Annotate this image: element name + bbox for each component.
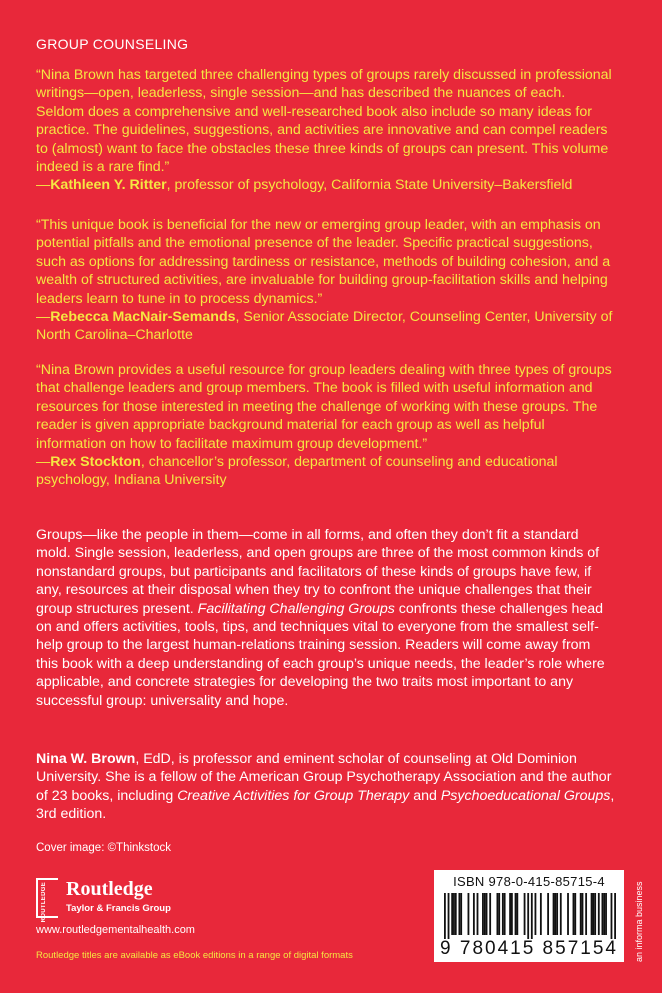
endorsement-stockton — [36, 361, 616, 490]
barcode-bar — [556, 893, 558, 935]
author-bio-text: , EdD, is professor and eminent scholar of counseling at Old Dominion University. She is a fellow of the American Group Psychotherapy Association and the author of 23 books, including — [36, 751, 612, 804]
barcode-bar — [553, 893, 555, 935]
endorsement-text: “Nina Brown provides a useful resource for group leaders dealing with three types of groups that challenge leaders and group members. The book is filled with useful information and resources for those interested in meeting the challenge of working with these groups. The reader is given appropriate background material for each group as well as helpful information on how to facilitate maximum group development.” — [36, 362, 612, 452]
informa-note: an informa business — [634, 881, 644, 962]
barcode-bar — [473, 893, 475, 935]
barcode-bar — [582, 893, 584, 935]
publisher-group: Taylor & Francis Group — [66, 903, 171, 914]
ean-number: 9 780415 857154 — [440, 938, 618, 959]
barcode-bar — [515, 893, 517, 935]
barcode-bar — [482, 893, 484, 935]
endorser-role: , chancellor’s professor, department of counseling and educational psychology, Indiana University — [36, 454, 558, 489]
barcode-bar — [455, 893, 457, 935]
barcode-bar — [448, 893, 450, 939]
barcode-bar — [484, 893, 486, 935]
barcode-bar — [614, 893, 616, 939]
endorser-role: , professor of psychology, California State University–Bakersfield — [166, 177, 573, 194]
barcode-bar — [458, 893, 460, 935]
barcode-bar — [444, 893, 446, 939]
barcode-bar — [489, 893, 491, 935]
isbn-text: ISBN 978-0-415-85715-4 — [453, 874, 605, 889]
barcode-panel — [434, 870, 624, 962]
barcode-bar — [603, 893, 605, 935]
barcode-bar — [598, 893, 600, 935]
barcode-bar — [554, 893, 556, 935]
endorsement-macnair-semands — [36, 216, 616, 345]
series-title: GROUP COUNSELING — [36, 36, 189, 52]
barcode-bars — [444, 893, 616, 939]
barcode-bar — [605, 893, 607, 935]
barcode-bar — [602, 893, 604, 935]
author-name: Nina W. Brown — [36, 751, 136, 767]
barcode-bar — [574, 893, 576, 935]
endorsement-text: “Nina Brown has targeted three challenging types of groups rarely discussed in professional writings—open, leaderless, single session—and has described the nuances of each. Seldom does a comprehensive and well-researched book also include so many ideas for practice. The guidelines, suggestions, and activities are innovative and can compel readers to (almost) want to face the obstacles these three kinds of groups can present. This volume indeed is a rare find.” — [36, 67, 612, 176]
author-book-title: Psychoeducational Groups — [440, 787, 611, 804]
barcode-bar — [540, 893, 542, 935]
ebook-note: Routledge titles are available as eBook editions in a range of digital formats — [36, 950, 353, 961]
description-text: confronts these challenges head on and offers activities, tools, tips, and techniques vital to everyone from the smallest self-help group to the largest human-relations training session. Readers will come away from this book with a deep understanding of each group’s unique needs, the leader’s role where applicable, and concrete strategies for developing the two traits most important to any successful group: universality and hope. — [36, 600, 605, 709]
routledge-logo — [36, 878, 256, 923]
endorsement-ritter — [36, 66, 616, 195]
barcode-bar — [509, 893, 511, 935]
barcode-bar — [497, 893, 499, 935]
endorser-name: Kathleen Y. Ritter — [50, 177, 167, 194]
publisher-website[interactable]: www.routledgementalhealth.com — [36, 924, 195, 936]
barcode-bar — [511, 893, 513, 935]
routledge-mark-text: ROUTLEDGE — [41, 882, 47, 923]
publisher-name: Routledge — [66, 878, 153, 900]
barcode-bar — [504, 893, 506, 935]
barcode-bar — [580, 893, 582, 935]
barcode-bar — [573, 893, 575, 935]
endorsement-text: “This unique book is beneficial for the new or emerging group leader, with an emphasis on potential pitfalls and the emotional presence of the leader. Specific practical suggestions, such as options for addressing tardiness or resistance, methods of building cohesion, and a wealth of structured activities, are invaluable for building group-facilitation skills and helping leaders learn to tune in to process dynamics.” — [36, 217, 611, 307]
barcode-bar — [498, 893, 500, 935]
barcode-bar — [516, 893, 518, 935]
barcode-bar — [594, 893, 596, 935]
endorsement-dash: — — [36, 309, 51, 326]
author-book-title: Creative Activities for Group Therapy — [177, 787, 410, 804]
barcode-bar — [524, 893, 526, 935]
endorsement-dash: — — [36, 177, 51, 194]
barcode-bar — [585, 893, 587, 935]
barcode-bar — [460, 893, 462, 935]
cover-credit: Cover image: ©Thinkstock — [36, 842, 172, 854]
routledge-mark-icon — [36, 878, 58, 923]
endorser-name: Rebecca MacNair-Semands — [50, 309, 236, 326]
endorser-name: Rex Stockton — [50, 454, 141, 471]
author-bio-text: and — [409, 787, 441, 804]
barcode-bar — [531, 893, 533, 939]
author-bio-text: , 3rd edition. — [36, 787, 615, 823]
book-description — [36, 526, 616, 710]
barcode-bar — [567, 893, 569, 935]
barcode-bar — [527, 893, 529, 939]
barcode-bar — [591, 893, 593, 935]
barcode-bar — [451, 893, 453, 935]
barcode-bar — [486, 893, 488, 935]
barcode-bar — [547, 893, 549, 935]
barcode-bar — [560, 893, 562, 935]
barcode-bar — [592, 893, 594, 935]
author-bio — [36, 750, 616, 824]
book-title: Facilitating Challenging Groups — [197, 600, 395, 617]
barcode-bar — [502, 893, 504, 935]
barcode-bar — [468, 893, 470, 935]
endorsement-dash: — — [36, 454, 51, 471]
barcode-bar — [535, 893, 537, 935]
barcode-bar — [611, 893, 613, 939]
barcode-bar — [477, 893, 479, 935]
barcode-bar — [453, 893, 455, 935]
description-text: Groups—like the people in them—come in all forms, and often they don’t fit a standard mold. Single session, leaderless, and open groups are three of the most common kinds of nonstandard groups, but participants and facilitators of these kinds of groups have few, if any, resources at their disposal when they try to confront the unique challenges that their group structures present. — [36, 527, 600, 617]
endorser-role: , Senior Associate Director, Counseling Center, University of North Carolina–Charlotte — [36, 309, 613, 344]
